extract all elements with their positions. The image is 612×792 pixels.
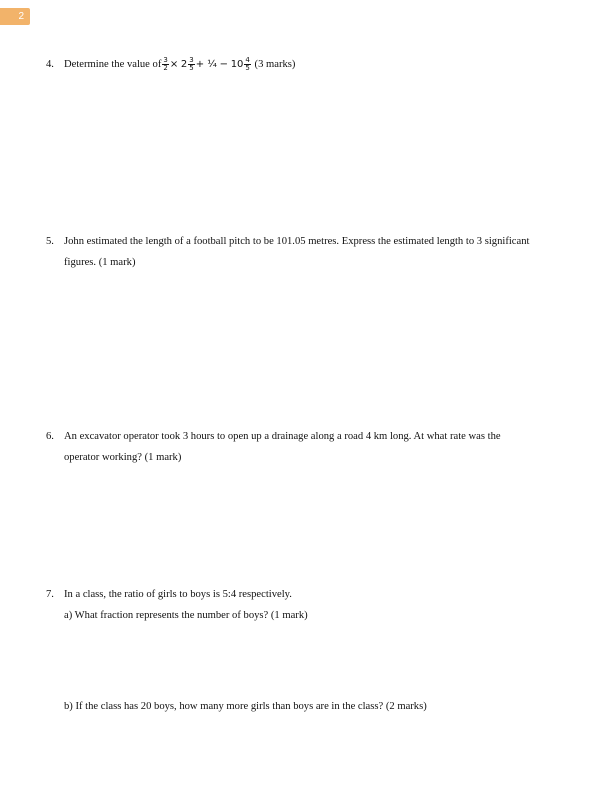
question-7-part-b: b) If the class has 20 boys, how many more girls than boys are in the class? (2 marks) [64, 701, 427, 712]
page-number-badge: 2 [0, 8, 30, 25]
minus-sign: − [219, 59, 229, 70]
question-number: 5. [46, 236, 54, 247]
fraction-3-over-5: $\frac{3}{5}$ [189, 56, 194, 73]
question-number: 7. [46, 589, 54, 600]
times-sign: × [169, 59, 179, 70]
question-text: Determine the value of [64, 59, 162, 70]
question-7 [46, 584, 596, 626]
question-4 [46, 54, 596, 75]
mixed-whole-2: 2 [180, 59, 188, 70]
fraction-3-over-2: $\frac{3}{2}$ [163, 56, 168, 73]
fraction-4-over-5: $\frac{4}{5}$ [245, 56, 250, 73]
question-6 [46, 426, 596, 468]
question-text-line-1: An excavator operator took 3 hours to open up a drainage along a road 4 km long. At what rate was the [64, 431, 501, 442]
plus-quarter: + ¼ [195, 59, 217, 70]
mixed-whole-10: 10 [230, 59, 244, 70]
question-5 [46, 231, 596, 273]
question-number: 6. [46, 431, 54, 442]
marks-label: (3 marks) [254, 59, 296, 70]
question-text-line-2: operator working? (1 mark) [64, 452, 182, 463]
question-text-line-2: figures. (1 mark) [64, 257, 136, 268]
question-number: 4. [46, 59, 54, 70]
question-text-line-1: John estimated the length of a football pitch to be 101.05 metres. Express the estimated length to 3 significant [64, 236, 530, 247]
question-part-a: a) What fraction represents the number of boys? (1 mark) [64, 610, 308, 621]
question-text-line-1: In a class, the ratio of girls to boys is 5:4 respectively. [64, 589, 292, 600]
